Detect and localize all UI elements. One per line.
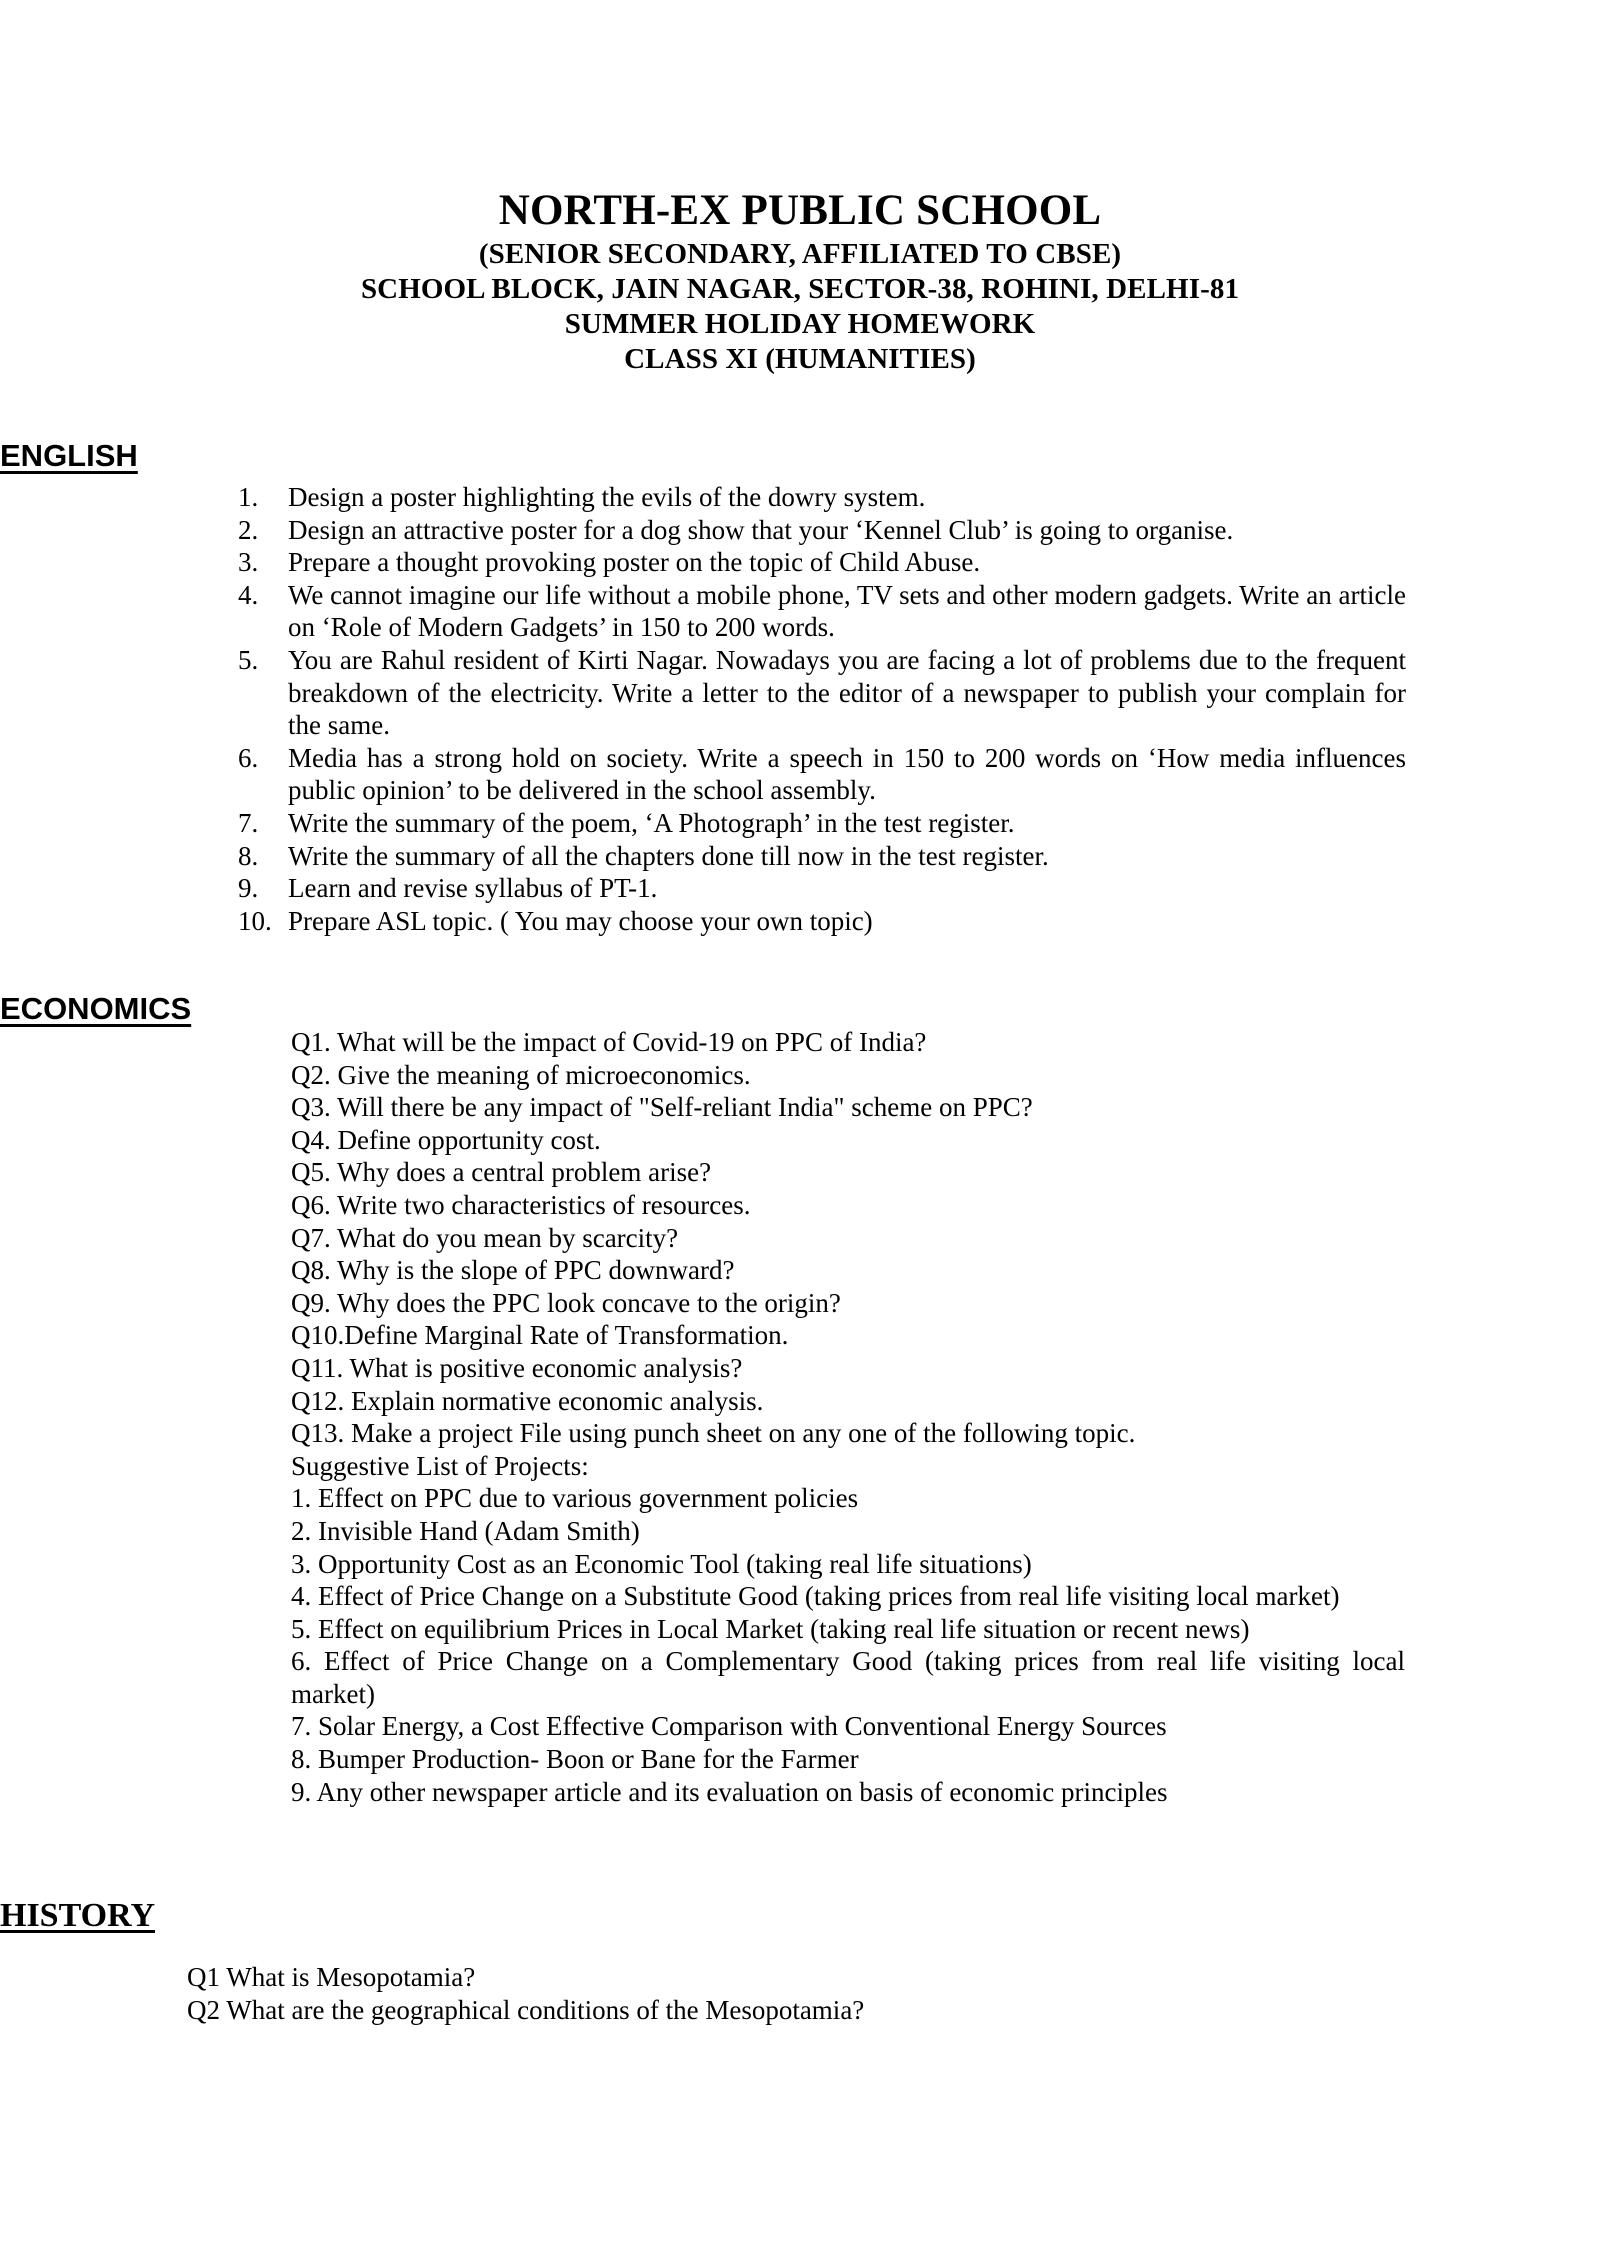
list-item: [238, 905, 1406, 938]
section-heading-economics: ECONOMICS: [0, 991, 192, 1026]
economics-question: Q7. What do you mean by scarcity?: [291, 1222, 679, 1253]
section-heading-english: ENGLISH: [0, 438, 138, 473]
list-item: [238, 546, 1406, 579]
list-item-number: 10.: [238, 905, 272, 936]
address-line: SCHOOL BLOCK, JAIN NAGAR, SECTOR-38, ROHINI, DELHI-81: [360, 273, 1240, 305]
list-item-number: 3.: [238, 547, 259, 578]
list-item-text: Design an attractive poster for a dog show that your ‘Kennel Club’ is going to organise.: [288, 514, 1234, 545]
project-item: 9. Any other newspaper article and its evaluation on basis of economic principles: [291, 1776, 1168, 1807]
list-item-number: 9.: [238, 873, 259, 904]
list-item-number: 1.: [238, 482, 259, 512]
section-heading-english-wrap: [0, 438, 1600, 474]
project-item: 1. Effect on PPC due to various government policies: [291, 1483, 859, 1514]
class-line: CLASS XI (HUMANITIES): [624, 343, 976, 375]
affiliation-line: (SENIOR SECONDARY, AFFILIATED TO CBSE): [478, 238, 1122, 270]
list-item-number: 6.: [238, 742, 259, 773]
list-item: [238, 514, 1406, 547]
list-item-text: Prepare ASL topic. ( You may choose your own topic): [288, 905, 873, 936]
list-item-number: 4.: [238, 579, 259, 610]
economics-question: Q8. Why is the slope of PPC downward?: [291, 1255, 735, 1286]
economics-question: Q3. Will there be any impact of "Self-reliant India" scheme on PPC?: [291, 1092, 1033, 1123]
project-item: 6. Effect of Price Change on a Complementary Good (taking prices from real life visiting local market): [291, 1646, 1405, 1709]
economics-question: Q2. Give the meaning of microeconomics.: [291, 1059, 751, 1090]
list-item-text: We cannot imagine our life without a mobile phone, TV sets and other modern gadgets. Write an article on ‘Role of Modern Gadgets’ in 150 to 200 words.: [288, 579, 1406, 643]
list-item-text: Write the summary of all the chapters done till now in the test register.: [288, 840, 1049, 871]
school-name: NORTH-EX PUBLIC SCHOOL: [498, 187, 1102, 234]
list-item: [238, 481, 1406, 514]
list-item-text: Media has a strong hold on society. Write a speech in 150 to 200 words on ‘How media influences public opinion’ to be delivered in the school assembly.: [288, 742, 1406, 806]
list-item-number: 8.: [238, 840, 259, 871]
history-question: Q2 What are the geographical conditions of the Mesopotamia?: [187, 1995, 865, 2025]
list-item-text: Learn and revise syllabus of PT-1.: [288, 873, 658, 904]
economics-question: Q13. Make a project File using punch sheet on any one of the following topic.: [291, 1418, 1136, 1449]
list-item: [238, 840, 1406, 873]
list-item-number: 7.: [238, 807, 259, 838]
document-header: [0, 185, 1600, 377]
economics-question: Q6. Write two characteristics of resources.: [291, 1189, 751, 1220]
economics-question: Q1. What will be the impact of Covid-19 on PPC of India?: [291, 1027, 927, 1057]
list-item: [238, 644, 1406, 742]
section-heading-history: HISTORY: [0, 1897, 156, 1934]
project-item: 4. Effect of Price Change on a Substitute Good (taking prices from real life visiting local market): [291, 1581, 1340, 1612]
economics-question: Q11. What is positive economic analysis?: [291, 1352, 743, 1383]
list-item-text: Write the summary of the poem, ‘A Photograph’ in the test register.: [288, 807, 1015, 838]
list-item-text: Prepare a thought provoking poster on the topic of Child Abuse.: [288, 547, 981, 578]
document-title: SUMMER HOLIDAY HOMEWORK: [564, 308, 1036, 340]
list-item: [238, 807, 1406, 840]
economics-question: Q12. Explain normative economic analysis.: [291, 1385, 764, 1416]
economics-question: Q4. Define opportunity cost.: [291, 1124, 601, 1155]
economics-list: [291, 1026, 1405, 1808]
economics-question: Q9. Why does the PPC look concave to the origin?: [291, 1287, 841, 1318]
history-question: Q1 What is Mesopotamia?: [187, 1962, 476, 1992]
project-item: 7. Solar Energy, a Cost Effective Comparison with Conventional Energy Sources: [291, 1711, 1167, 1742]
project-item: 5. Effect on equilibrium Prices in Local Market (taking real life situation or recent news): [291, 1613, 1250, 1644]
project-item: 8. Bumper Production- Boon or Bane for the Farmer: [291, 1744, 859, 1775]
list-item: [238, 742, 1406, 807]
section-heading-economics-wrap: [0, 991, 1600, 1027]
project-item: 2. Invisible Hand (Adam Smith): [291, 1515, 640, 1546]
economics-question: Q10.Define Marginal Rate of Transformation.: [291, 1320, 789, 1351]
economics-question: Q5. Why does a central problem arise?: [291, 1157, 712, 1188]
projects-label: Suggestive List of Projects:: [291, 1450, 589, 1481]
list-item-text: You are Rahul resident of Kirti Nagar. Nowadays you are facing a lot of problems due to the frequent breakdown of the electricity. Write a letter to the editor of a newspaper to publish your complain for the same.: [288, 644, 1406, 741]
list-item: [238, 579, 1406, 644]
history-list: [187, 1961, 1407, 2027]
english-list: [238, 481, 1406, 937]
list-item-text: Design a poster highlighting the evils of the dowry system.: [288, 482, 926, 512]
project-item: 3. Opportunity Cost as an Economic Tool (taking real life situations): [291, 1548, 1032, 1579]
list-item: [238, 872, 1406, 905]
list-item-number: 5.: [238, 644, 259, 675]
section-heading-history-wrap: [0, 1897, 1600, 1935]
list-item-number: 2.: [238, 514, 259, 545]
